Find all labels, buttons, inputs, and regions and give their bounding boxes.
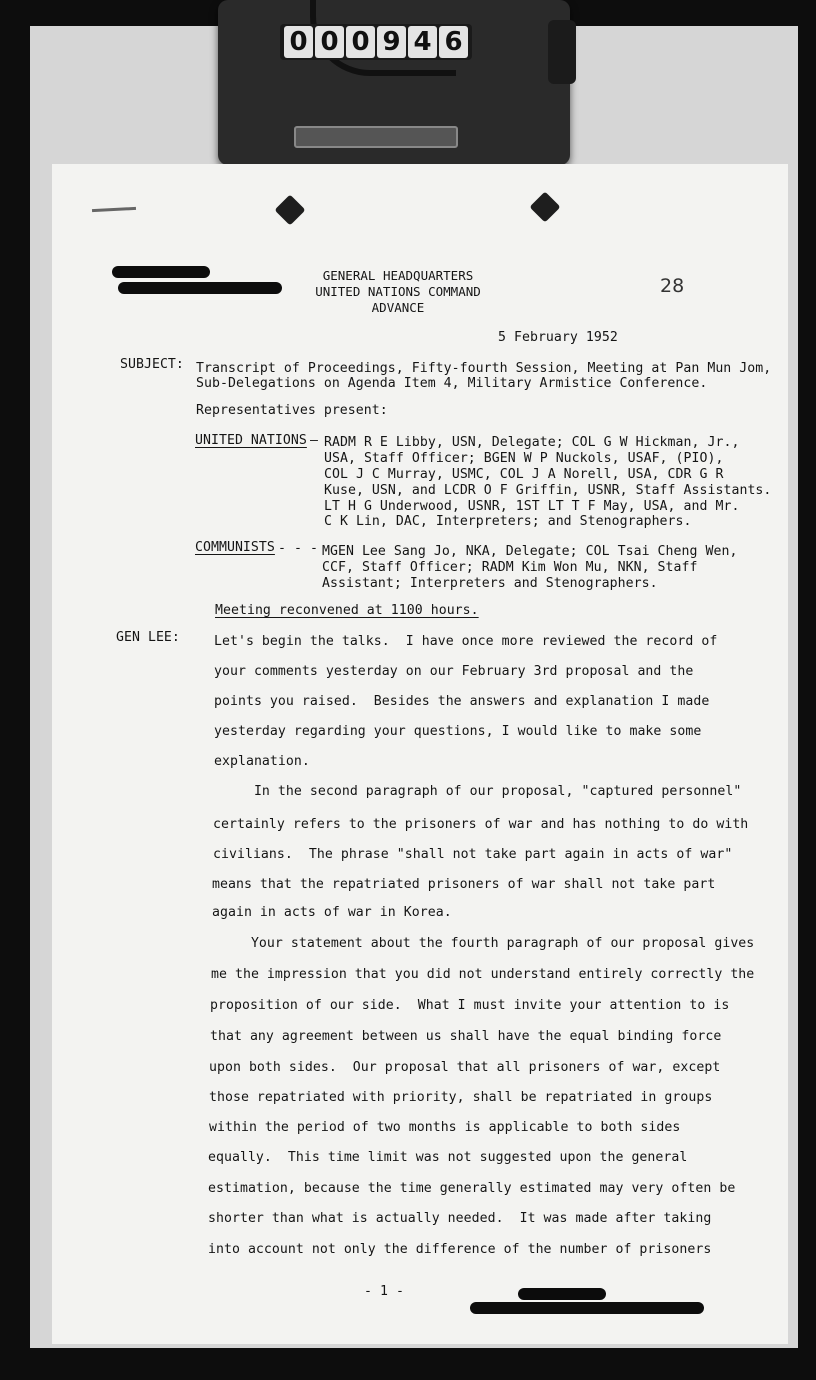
body-line: certainly refers to the prisoners of war and has nothing to do with	[213, 817, 749, 832]
body-line: upon both sides. Our proposal that all prisoners of war, except	[209, 1060, 721, 1075]
body-line: points you raised. Besides the answers and explanation I made	[214, 694, 710, 709]
un-rep-line: COL J C Murray, USMC, COL J A Norell, USA, CDR G R	[324, 467, 724, 482]
body-line: means that the repatriated prisoners of war shall not take part	[212, 877, 716, 892]
redaction-bar	[470, 1302, 704, 1314]
un-rep-line: Kuse, USN, and LCDR O F Griffin, USNR, Staff Assistants.	[324, 483, 772, 498]
punch-hole	[274, 194, 305, 225]
header-line: ADVANCE	[371, 300, 425, 315]
body-line: shorter than what is actually needed. It was made after taking	[208, 1211, 712, 1226]
un-rep-line: USA, Staff Officer; BGEN W P Nuckols, USAF, (PIO),	[324, 451, 724, 466]
body-line: proposition of our side. What I must invite your attention to is	[210, 998, 730, 1013]
counter-digit: 0	[315, 26, 344, 58]
document-page	[52, 164, 788, 1344]
body-line: civilians. The phrase "shall not take part again in acts of war"	[213, 847, 733, 862]
body-line: those repatriated with priority, shall be repatriated in groups	[209, 1090, 713, 1105]
pen-smudge	[92, 207, 136, 212]
counter-slot	[294, 126, 458, 148]
subject-label: SUBJECT:	[120, 357, 184, 372]
counter-digit: 0	[346, 26, 375, 58]
communist-rep-line: Assistant; Interpreters and Stenographers.	[322, 576, 658, 591]
communists-label: COMMUNISTS	[195, 540, 275, 555]
body-line: Your statement about the fourth paragraph of our proposal gives	[211, 936, 755, 951]
redaction-bar	[118, 282, 282, 294]
speaker-label: GEN LEE:	[116, 630, 180, 645]
counter-digit: 9	[377, 26, 406, 58]
communist-rep-line: MGEN Lee Sang Jo, NKA, Delegate; COL Tsai Cheng Wen,	[322, 544, 738, 559]
body-line: In the second paragraph of our proposal, "captured personnel"	[214, 784, 742, 799]
meeting-reconvened: Meeting reconvened at 1100 hours.	[215, 603, 479, 618]
redaction-bar	[112, 266, 210, 278]
un-rep-line: RADM R E Libby, USN, Delegate; COL G W Hickman, Jr.,	[324, 435, 740, 450]
body-line: again in acts of war in Korea.	[212, 905, 452, 920]
communists-dash: - - -	[278, 541, 318, 556]
communist-rep-line: CCF, Staff Officer; RADM Kim Won Mu, NKN, Staff	[322, 560, 698, 575]
body-line: yesterday regarding your questions, I would like to make some	[214, 724, 702, 739]
handwritten-page-mark: 28	[660, 275, 685, 297]
un-rep-line: LT H G Underwood, USNR, 1ST LT T F May, USA, and Mr.	[324, 499, 740, 514]
representatives-heading: Representatives present:	[196, 403, 388, 418]
body-line: me the impression that you did not understand entirely correctly the	[211, 967, 755, 982]
subject-line: Sub-Delegations on Agenda Item 4, Military Armistice Conference.	[196, 376, 708, 391]
page-number: - 1 -	[364, 1284, 404, 1299]
un-dash: –	[310, 433, 318, 448]
counter-digit: 4	[408, 26, 437, 58]
subject-line: Transcript of Proceedings, Fifty-fourth Session, Meeting at Pan Mun Jom,	[196, 361, 772, 376]
counter-digit: 6	[439, 26, 468, 58]
body-line: explanation.	[214, 754, 310, 769]
counter-digit: 0	[284, 26, 313, 58]
body-line: your comments yesterday on our February 3rd proposal and the	[214, 664, 694, 679]
document-date: 5 February 1952	[498, 330, 618, 345]
body-line: Let's begin the talks. I have once more reviewed the record of	[214, 634, 718, 649]
un-label: UNITED NATIONS	[195, 433, 307, 448]
redaction-bar	[518, 1288, 606, 1300]
body-line: equally. This time limit was not suggested upon the general	[208, 1150, 688, 1165]
frame-counter-display	[280, 24, 472, 60]
body-line: that any agreement between us shall have the equal binding force	[210, 1029, 722, 1044]
body-line: estimation, because the time generally estimated may very often be	[208, 1181, 736, 1196]
body-line: within the period of two months is applicable to both sides	[209, 1120, 681, 1135]
punch-hole	[529, 191, 560, 222]
frame-counter-device	[218, 0, 570, 165]
header-line: UNITED NATIONS COMMAND	[315, 284, 481, 299]
un-rep-line: C K Lin, DAC, Interpreters; and Stenographers.	[324, 514, 692, 529]
header-line: GENERAL HEADQUARTERS	[322, 268, 474, 283]
body-line: into account not only the difference of the number of prisoners	[208, 1242, 712, 1257]
counter-knob	[548, 20, 576, 84]
